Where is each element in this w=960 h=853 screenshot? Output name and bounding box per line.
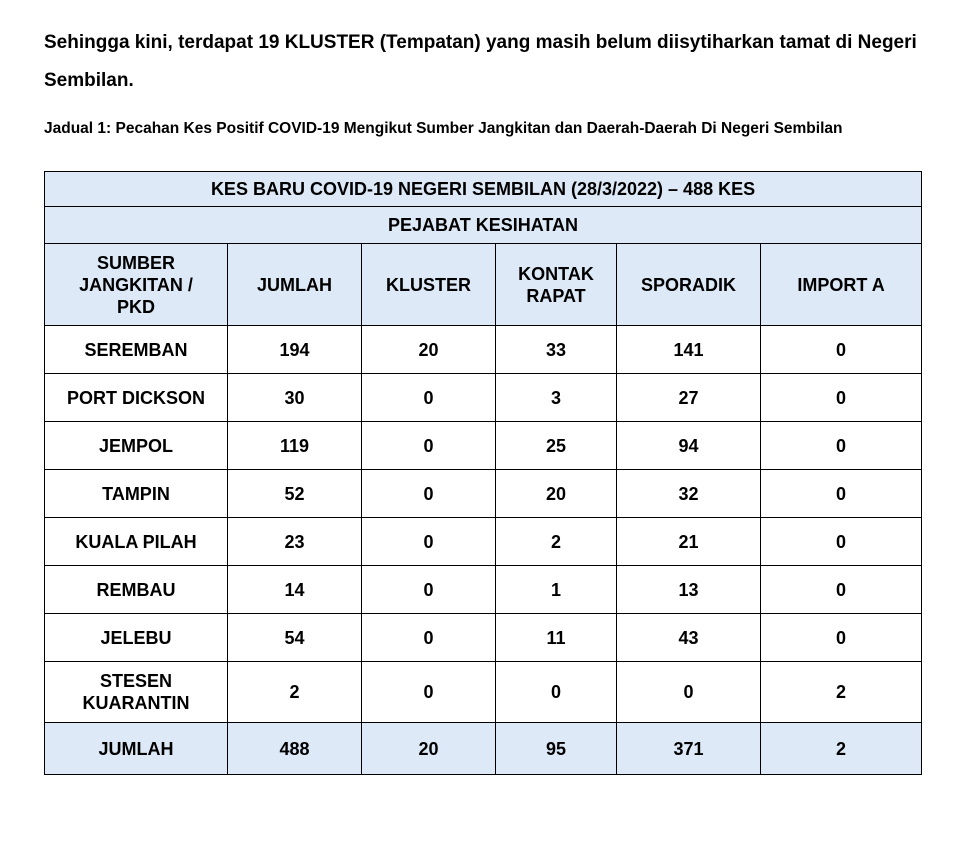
cell-total-jumlah: 488 — [228, 723, 362, 775]
table-row-jempol — [45, 422, 922, 470]
cell-kontak-rapat: 3 — [496, 374, 617, 422]
cell-pkd: REMBAU — [45, 566, 228, 614]
cell-import-a: 0 — [761, 518, 922, 566]
column-header-jumlah: JUMLAH — [228, 244, 362, 326]
table-title-row — [45, 172, 922, 207]
cell-import-a: 0 — [761, 326, 922, 374]
cell-jumlah: 54 — [228, 614, 362, 662]
cell-sporadik: 13 — [617, 566, 761, 614]
cell-kontak-rapat: 11 — [496, 614, 617, 662]
cell-jumlah: 14 — [228, 566, 362, 614]
cell-jumlah: 30 — [228, 374, 362, 422]
cell-sporadik: 21 — [617, 518, 761, 566]
cell-kluster: 0 — [362, 614, 496, 662]
cell-jumlah: 194 — [228, 326, 362, 374]
column-header-import-a: IMPORT A — [761, 244, 922, 326]
cell-total-sporadik: 371 — [617, 723, 761, 775]
column-header-kontak-rapat: KONTAK RAPAT — [496, 244, 617, 326]
table-row-port-dickson — [45, 374, 922, 422]
cell-pkd: STESEN KUARANTIN — [45, 662, 228, 723]
cell-kontak-rapat: 0 — [496, 662, 617, 723]
cell-kontak-rapat: 20 — [496, 470, 617, 518]
cell-jumlah: 2 — [228, 662, 362, 723]
cell-pkd: JEMPOL — [45, 422, 228, 470]
cell-import-a: 0 — [761, 614, 922, 662]
cell-pkd: KUALA PILAH — [45, 518, 228, 566]
office-header-row — [45, 207, 922, 244]
cell-kluster: 0 — [362, 470, 496, 518]
cell-kontak-rapat: 2 — [496, 518, 617, 566]
cell-jumlah: 23 — [228, 518, 362, 566]
cell-import-a: 0 — [761, 374, 922, 422]
cell-kluster: 0 — [362, 518, 496, 566]
cell-pkd: PORT DICKSON — [45, 374, 228, 422]
cell-sporadik: 0 — [617, 662, 761, 723]
cell-kluster: 0 — [362, 422, 496, 470]
column-header-pkd: SUMBER JANGKITAN / PKD — [45, 244, 228, 326]
cell-total-label: JUMLAH — [45, 723, 228, 775]
cell-pkd: JELEBU — [45, 614, 228, 662]
table-row-kuala-pilah — [45, 518, 922, 566]
cell-total-kluster: 20 — [362, 723, 496, 775]
table-row-total — [45, 723, 922, 775]
cell-total-import-a: 2 — [761, 723, 922, 775]
column-header-row — [45, 244, 922, 326]
column-header-sporadik: SPORADIK — [617, 244, 761, 326]
cell-kluster: 0 — [362, 566, 496, 614]
table-caption: Jadual 1: Pecahan Kes Positif COVID-19 Mengikut Sumber Jangkitan dan Daerah-Daerah Di Negeri Sembilan — [44, 120, 843, 137]
cell-sporadik: 32 — [617, 470, 761, 518]
cell-pkd: TAMPIN — [45, 470, 228, 518]
cell-kluster: 0 — [362, 662, 496, 723]
intro-paragraph: Sehingga kini, terdapat 19 KLUSTER (Tempatan) yang masih belum diisytiharkan tamat di Negeri Sembilan. — [44, 32, 917, 91]
cell-sporadik: 94 — [617, 422, 761, 470]
column-header-kluster: KLUSTER — [362, 244, 496, 326]
cell-kluster: 0 — [362, 374, 496, 422]
cell-kontak-rapat: 1 — [496, 566, 617, 614]
table-row-tampin — [45, 470, 922, 518]
cell-kontak-rapat: 25 — [496, 422, 617, 470]
cell-import-a: 0 — [761, 566, 922, 614]
cell-sporadik: 43 — [617, 614, 761, 662]
table-row-seremban — [45, 326, 922, 374]
cell-jumlah: 119 — [228, 422, 362, 470]
cell-kontak-rapat: 33 — [496, 326, 617, 374]
cell-import-a: 0 — [761, 422, 922, 470]
table-row-stesen-kuarantin — [45, 662, 922, 723]
office-header: PEJABAT KESIHATAN — [45, 207, 922, 244]
covid-cases-table — [44, 171, 922, 775]
cell-pkd: SEREMBAN — [45, 326, 228, 374]
cell-import-a: 2 — [761, 662, 922, 723]
cell-import-a: 0 — [761, 470, 922, 518]
cell-sporadik: 141 — [617, 326, 761, 374]
table-title: KES BARU COVID-19 NEGERI SEMBILAN (28/3/2022) – 488 KES — [45, 172, 922, 207]
cell-sporadik: 27 — [617, 374, 761, 422]
cell-jumlah: 52 — [228, 470, 362, 518]
table-row-rembau — [45, 566, 922, 614]
cell-total-kontak-rapat: 95 — [496, 723, 617, 775]
table-row-jelebu — [45, 614, 922, 662]
cell-kluster: 20 — [362, 326, 496, 374]
